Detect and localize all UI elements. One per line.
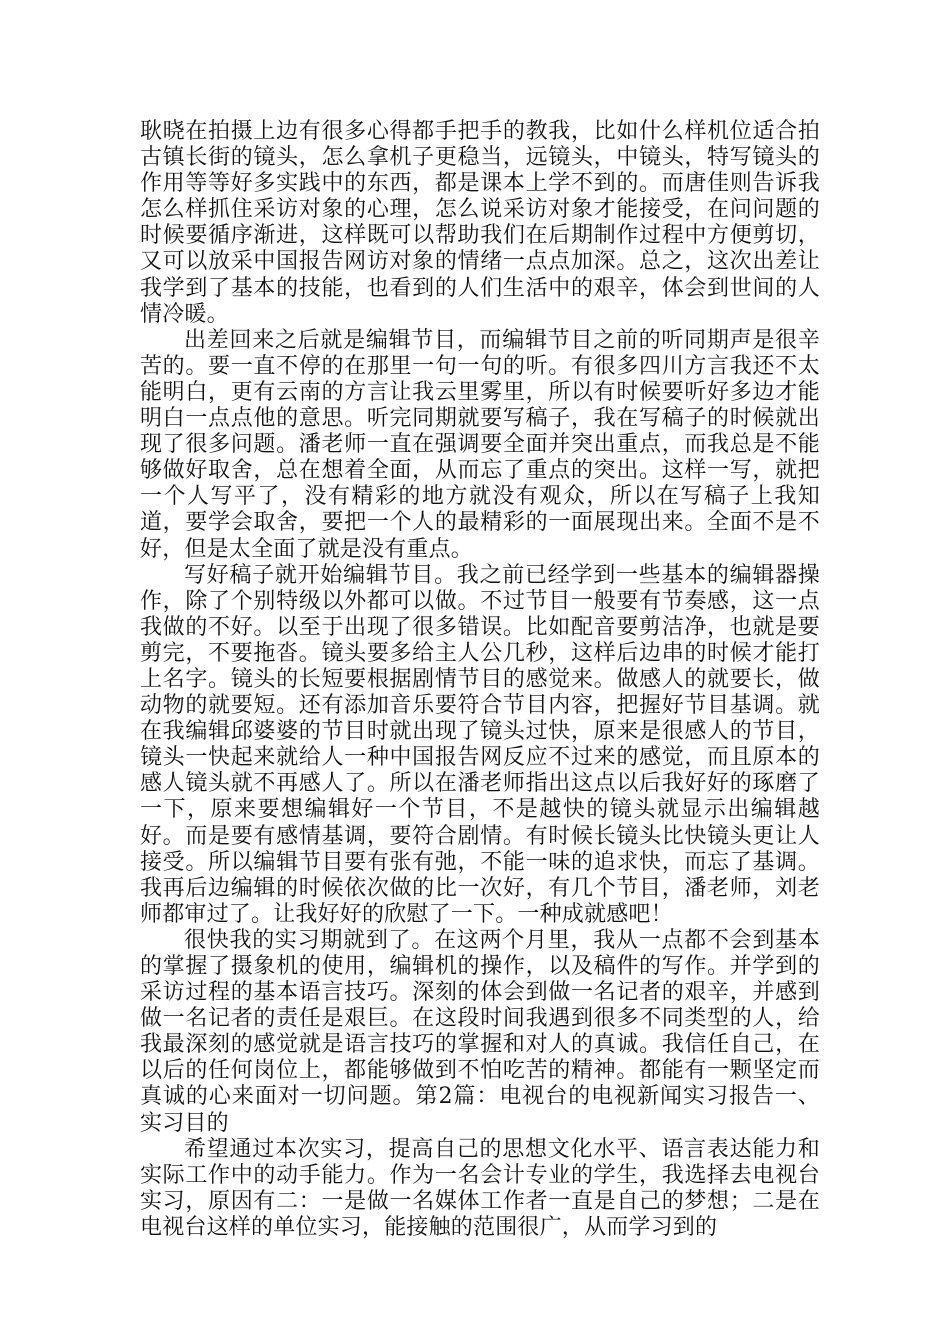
paragraph-2: 出差回来之后就是编辑节目，而编辑节目之前的听同期声是很辛苦的。要一直不停的在那里一句一句的听。有很多四川方言我还不太能明白，更有云南的方言让我云里雾里，所以有时候要听好多边才能明白一点点他的意思。听完同期就要写稿子，我在写稿子的时候就出现了很多问题。潘老师一直在强调要全面并突出重点，而我总是不能够做好取舍，总在想着全面，从而忘了重点的突出。这样一写，就把一个人写平了，没有精彩的地方就没有观众，所以在写稿子上我知道，要学会取舍，要把一个人的最精彩的一面展现出来。全面不是不好，但是太全面了就是没有重点。 [140,327,820,562]
paragraph-1: 耿晓在拍摄上边有很多心得都手把手的教我，比如什么样机位适合拍古镇长街的镜头，怎么拿机子更稳当，远镜头，中镜头，特写镜头的作用等等好多实践中的东西，都是课本上学不到的。而唐佳则告诉我怎么样抓住采访对象的心理，怎么说采访对象才能接受，在问问题的时候要循序渐进，这样既可以帮助我们在后期制作过程中方便剪切，又可以放采中国报告网访对象的情绪一点点加深。总之，这次出差让我学到了基本的技能，也看到的人们生活中的艰辛，体会到世间的人情冷暖。 [140,119,820,327]
paragraph-4: 很快我的实习期就到了。在这两个月里，我从一点都不会到基本的掌握了摄象机的使用，编辑机的操作，以及稿件的写作。并学到的采访过程的基本语言技巧。深刻的体会到做一名记者的艰辛，并感到做一名记者的责任是艰巨。在这段时间我遇到很多不同类型的人，给我最深刻的感觉就是语言技巧的掌握和对人的真诚。我信任自己，在以后的任何岗位上，都能够做到不怕吃苦的精神。都能有一颗坚定而真诚的心来面对一切问题。第2篇：电视台的电视新闻实习报告一、实习目的 [140,927,820,1136]
paragraph-3: 写好稿子就开始编辑节目。我之前已经学到一些基本的编辑器操作，除了个别特级以外都可以做。不过节目一般要有节奏感，这一点我做的不好。以至于出现了很多错误。比如配音要剪洁净，也就是要剪完，不要拖沓。镜头要多给主人公几秒，这样后边串的时候才能打上名字。镜头的长短要根据剧情节目的感觉来。做感人的就要长，做动物的就要短。还有添加音乐要符合节目内容，把握好节目基调。就在我编辑邱婆婆的节目时就出现了镜头过快，原来是很感人的节目，镜头一快起来就给人一种中国报告网反应不过来的感觉，而且原本的感人镜头就不再感人了。所以在潘老师指出这点以后我好好的琢磨了一下，原来要想编辑好一个节目，不是越快的镜头就显示出编辑越好。而是要有感情基调，要符合剧情。有时候长镜头比快镜头更让人接受。所以编辑节目要有张有弛，不能一味的追求快，而忘了基调。我再后边编辑的时候依次做的比一次好，有几个节目，潘老师，刘老师都审过了。让我好好的欣慰了一下。一种成就感吧！ [140,562,820,927]
document-body [140,119,820,1241]
paragraph-5: 希望通过本次实习，提高自己的思想文化水平、语言表达能力和实际工作中的动手能力。作为一名会计专业的学生，我选择去电视台实习，原因有二：一是做一名媒体工作者一直是自己的梦想；二是在电视台这样的单位实习，能接触的范围很广，从而学习到的 [140,1136,820,1240]
